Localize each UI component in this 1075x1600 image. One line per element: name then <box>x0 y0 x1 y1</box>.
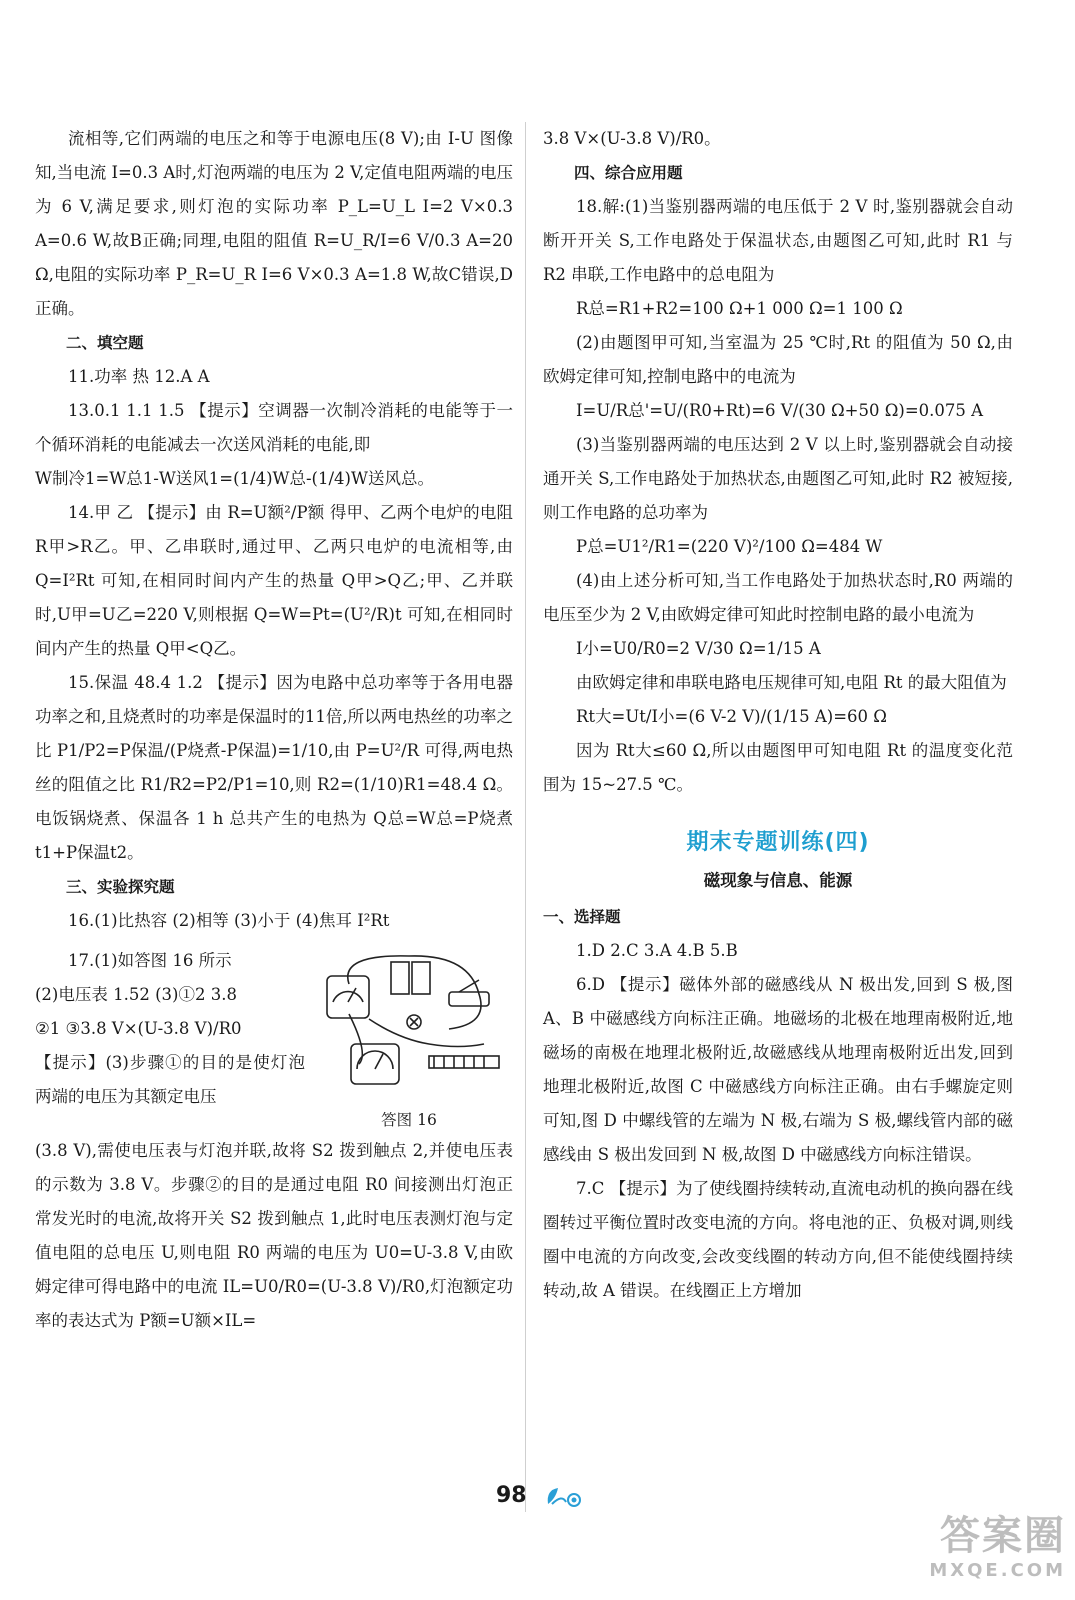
answers-1-5: 1.D 2.C 3.A 4.B 5.B <box>576 941 738 960</box>
circuit-figure <box>305 944 513 1134</box>
circuit-diagram-icon <box>309 944 509 1094</box>
watermark-cn: 答案圈 <box>940 1513 1066 1559</box>
equation-q18-part5: Rt大=Ut/I小=(6 V-2 V)/(1/15 A)=60 Ω <box>576 707 887 726</box>
heading-choice: 一、选择题 <box>543 908 621 926</box>
answer-q15: 15.保温 48.4 1.2 【提示】因为电路中总功率等于各用电器功率之和,且烧煮时的功率是保温时的11倍,所以两电热丝的功率之比 P1/P2=P保温/(P烧煮-P保温)=1/10,由 P=U²/R 可得,两电热丝的阻值之比 R1/R2=P2/P1=10,则 R2=(1/10)R1=48.4 Ω。电饭锅烧煮、保温各 1 h 总共产生的电热为 Q总=W总=P烧煮t1+P保温t2。 <box>35 673 513 862</box>
answer-q18-part4: (4)由上述分析可知,当工作电路处于加热状态时,R0 两端的电压至少为 2 V,由欧姆定律可知此时控制电路的最小电流为 <box>543 571 1013 624</box>
q17-text-block <box>35 944 305 1114</box>
heading-application: 四、综合应用题 <box>574 164 683 182</box>
equation-q18-part1: R总=R1+R2=100 Ω+1 000 Ω=1 100 Ω <box>576 299 903 318</box>
answer-q16: 16.(1)比热容 (2)相等 (3)小于 (4)焦耳 I²Rt <box>68 911 390 930</box>
equation-q18-part2: I=U/R总'=U/(R0+Rt)=6 V/(30 Ω+50 Ω)=0.075 A <box>576 401 984 420</box>
watermark-en: MXQE.COM <box>929 1560 1066 1581</box>
answer-q6: 6.D 【提示】磁体外部的磁感线从 N 极出发,回到 S 极,图 A、B 中磁感线方向标注正确。地磁场的北极在地理南极附近,地磁场的南极在地理北极附近,故磁感线从地理南极附近出发,回到地理北极附近,故图 C 中磁感线方向标注正确。由右手螺旋定则可知,图 D 中螺线管的左端为 N 极,右端为 S 极,螺线管内部的磁感线由 S 极出发回到 N 极,故图 D 中磁感线方向标注错误。 <box>543 975 1013 1164</box>
answer-q18-part1: 18.解:(1)当鉴别器两端的电压低于 2 V 时,鉴别器就会自动断开开关 S,工作电路处于保温状态,由题图乙可知,此时 R1 与 R2 串联,工作电路中的总电阻为 <box>543 197 1013 284</box>
equation-q17-end: 3.8 V×(U-3.8 V)/R0。 <box>543 129 721 148</box>
left-column <box>35 122 513 1338</box>
answer-q18-part6: 因为 Rt大≤60 Ω,所以由题图甲可知电阻 Rt 的温度变化范围为 15~27.5 ℃。 <box>543 741 1013 794</box>
page-number: 98 <box>496 1483 527 1508</box>
equation-q18-part4: I小=U0/R0=2 V/30 Ω=1/15 A <box>576 639 821 658</box>
heading-fill-in: 二、填空题 <box>66 334 144 352</box>
section-subtitle: 磁现象与信息、能源 <box>703 871 853 890</box>
column-divider <box>525 122 526 1512</box>
equation-q13: W制冷1=W总1-W送风1=(1/4)W总-(1/4)W送风总。 <box>35 469 434 488</box>
answer-q17-part2: (2)电压表 1.52 (3)①2 3.8 <box>35 985 237 1004</box>
q17-figure-row <box>35 944 513 1134</box>
heading-experiment: 三、实验探究题 <box>66 878 175 896</box>
answer-q17-part1: 17.(1)如答图 16 所示 <box>68 951 232 970</box>
answer-q7: 7.C 【提示】为了使线圈持续转动,直流电动机的换向器在线圈转过平衡位置时改变电流的方向。将电池的正、负极对调,则线圈中电流的方向改变,会改变线圈的转动方向,但不能使线圈持续转动,故 A 错误。在线圈正上方增加 <box>543 1179 1013 1300</box>
answer-q13: 13.0.1 1.1 1.5 【提示】空调器一次制冷消耗的电能等于一个循环消耗的电能减去一次送风消耗的电能,即 <box>35 401 513 454</box>
figure-caption: 答图 16 <box>381 1111 437 1129</box>
answer-q18-part5: 由欧姆定律和串联电路电压规律可知,电阻 Rt 的最大阻值为 <box>576 673 1007 692</box>
watermark <box>836 1512 1066 1582</box>
leaf-ornament-icon <box>544 1484 584 1508</box>
answer-q14: 14.甲 乙 【提示】由 R=U额²/P额 得甲、乙两个电炉的电阻 R甲>R乙。甲、乙串联时,通过甲、乙两只电炉的电流相等,由 Q=I²Rt 可知,在相同时间内产生的热量 Q甲>Q乙;甲、乙并联时,U甲=U乙=220 V,则根据 Q=W=Pt=(U²/R)t 可知,在相同时间内产生的热量 Q甲<Q乙。 <box>35 503 513 658</box>
equation-q18-part3: P总=U1²/R1=(220 V)²/100 Ω=484 W <box>576 537 883 556</box>
answer-q17-continuation: (3.8 V),需使电压表与灯泡并联,故将 S2 拨到触点 2,并使电压表的示数为 3.8 V。步骤②的目的是通过电阻 R0 间接测出灯泡正常发光时的电流,故将开关 S2 拨到触点 1,此时电压表测灯泡与定值电阻的总电压 U,则电阻 R0 两端的电压为 U0=U-3.8 V,由欧姆定律可得电路中的电流 IL=U0/R0=(U-3.8 V)/R0,灯泡额定功率的表达式为 P额=U额×IL= <box>35 1141 513 1330</box>
answer-q17-part3: ②1 ③3.8 V×(U-3.8 V)/R0 <box>35 1019 242 1038</box>
answer-q18-part2: (2)由题图甲可知,当室温为 25 ℃时,Rt 的阻值为 50 Ω,由欧姆定律可知,控制电路中的电流为 <box>543 333 1013 386</box>
right-column <box>543 122 1013 1308</box>
answer-q18-part3: (3)当鉴别器两端的电压达到 2 V 以上时,鉴别器就会自动接通开关 S,工作电路处于加热状态,由题图乙可知,此时 R2 被短接,则工作电路的总功率为 <box>543 435 1013 522</box>
answer-q11-q12: 11.功率 热 12.A A <box>68 367 210 386</box>
paragraph-q10-continuation: 流相等,它们两端的电压之和等于电源电压(8 V);由 I-U 图像知,当电流 I=0.3 A时,灯泡两端的电压为 2 V,定值电阻两端的电压为 6 V,满足要求,则灯泡的实际功率 P_L=U_L I=2 V×0.3 A=0.6 W,故B正确;同理,电阻的阻值 R=U_R/I=6 V/0.3 A=20 Ω,电阻的实际功率 P_R=U_R I=6 V×0.3 A=1.8 W,故C错误,D正确。 <box>35 129 513 318</box>
answer-q17-hint: 【提示】(3)步骤①的目的是使灯泡两端的电压为其额定电压 <box>35 1053 305 1106</box>
section-title: 期末专题训练(四) <box>686 830 870 855</box>
